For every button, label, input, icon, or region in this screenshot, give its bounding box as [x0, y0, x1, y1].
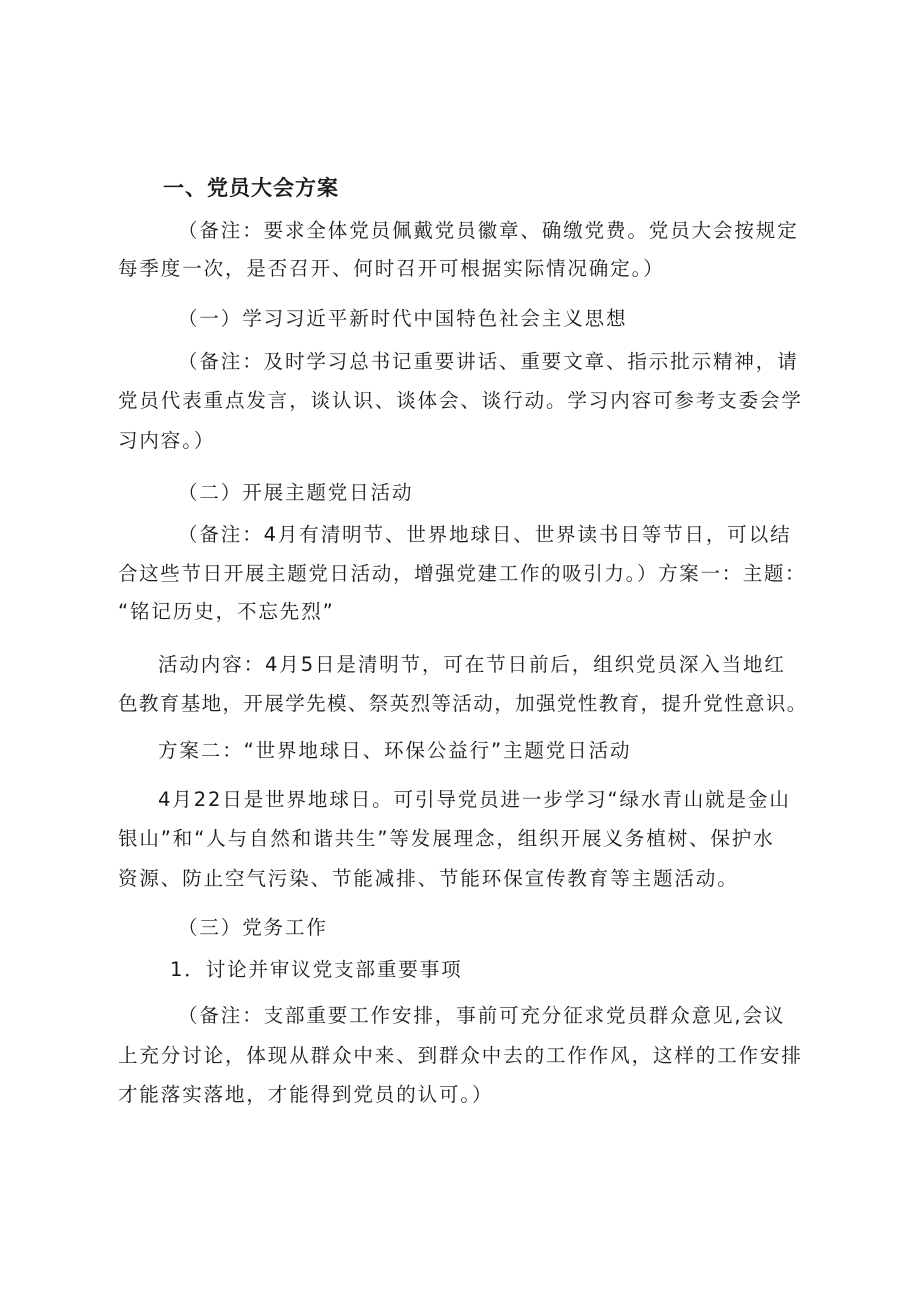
- paragraph-line: （备注：4月有清明节、世界地球日、世界读书日等节日，可以结: [178, 523, 792, 546]
- numbered-item: 1．讨论并审议党支部重要事项: [170, 958, 463, 981]
- paragraph-line: 党员代表重点发言，谈认识、谈体会、谈行动。学习内容可参考支委会学: [118, 389, 803, 412]
- paragraph-line: 上充分讨论，体现从群众中来、到群众中去的工作作风，这样的工作安排: [118, 1044, 803, 1067]
- paragraph-line: 习内容。）: [118, 429, 216, 452]
- paragraph-line: 资源、防止空气污染、节能减排、节能环保宣传教育等主题活动。: [118, 867, 739, 890]
- paragraph-line: 4月22日是世界地球日。可引导党员进一步学习“绿水青山就是金山: [158, 788, 791, 811]
- paragraph-line: 活动内容：4月5日是清明节，可在节日前后，组织党员深入当地红: [158, 653, 786, 676]
- subsection-heading: （一）学习习近平新时代中国特色社会主义思想: [178, 307, 628, 330]
- paragraph-line: （备注：支部重要工作安排，事前可充分征求党员群众意见,会议: [178, 1004, 786, 1027]
- section-heading: 一、党员大会方案: [163, 176, 339, 200]
- paragraph-line: 合这些节日开展主题党日活动，增强党建工作的吸引力。）方案一：主题：: [118, 562, 807, 585]
- paragraph-line: 银山”和“人与自然和谐共生”等发展理念，组织开展义务植树、保护水: [118, 827, 775, 850]
- paragraph-line: 才能落实落地，才能得到党员的认可。）: [118, 1083, 494, 1106]
- paragraph-line: 每季度一次，是否召开、何时召开可根据实际情况确定。）: [118, 257, 665, 280]
- paragraph-line: 色教育基地，开展学先模、祭英烈等活动，加强党性教育，提升党性意识。: [118, 692, 808, 715]
- paragraph-line: “铭记历史，不忘先烈”: [118, 600, 335, 623]
- paragraph-line: 方案二：“世界地球日、环保公益行”主题党日活动: [158, 739, 632, 762]
- subsection-heading: （三）党务工作: [178, 916, 328, 939]
- subsection-heading: （二）开展主题党日活动: [178, 481, 414, 504]
- paragraph-line: （备注：及时学习总书记重要讲话、重要文章、指示批示精神，请: [178, 350, 799, 373]
- paragraph-line: （备注：要求全体党员佩戴党员徽章、确缴党费。党员大会按规定: [178, 219, 799, 242]
